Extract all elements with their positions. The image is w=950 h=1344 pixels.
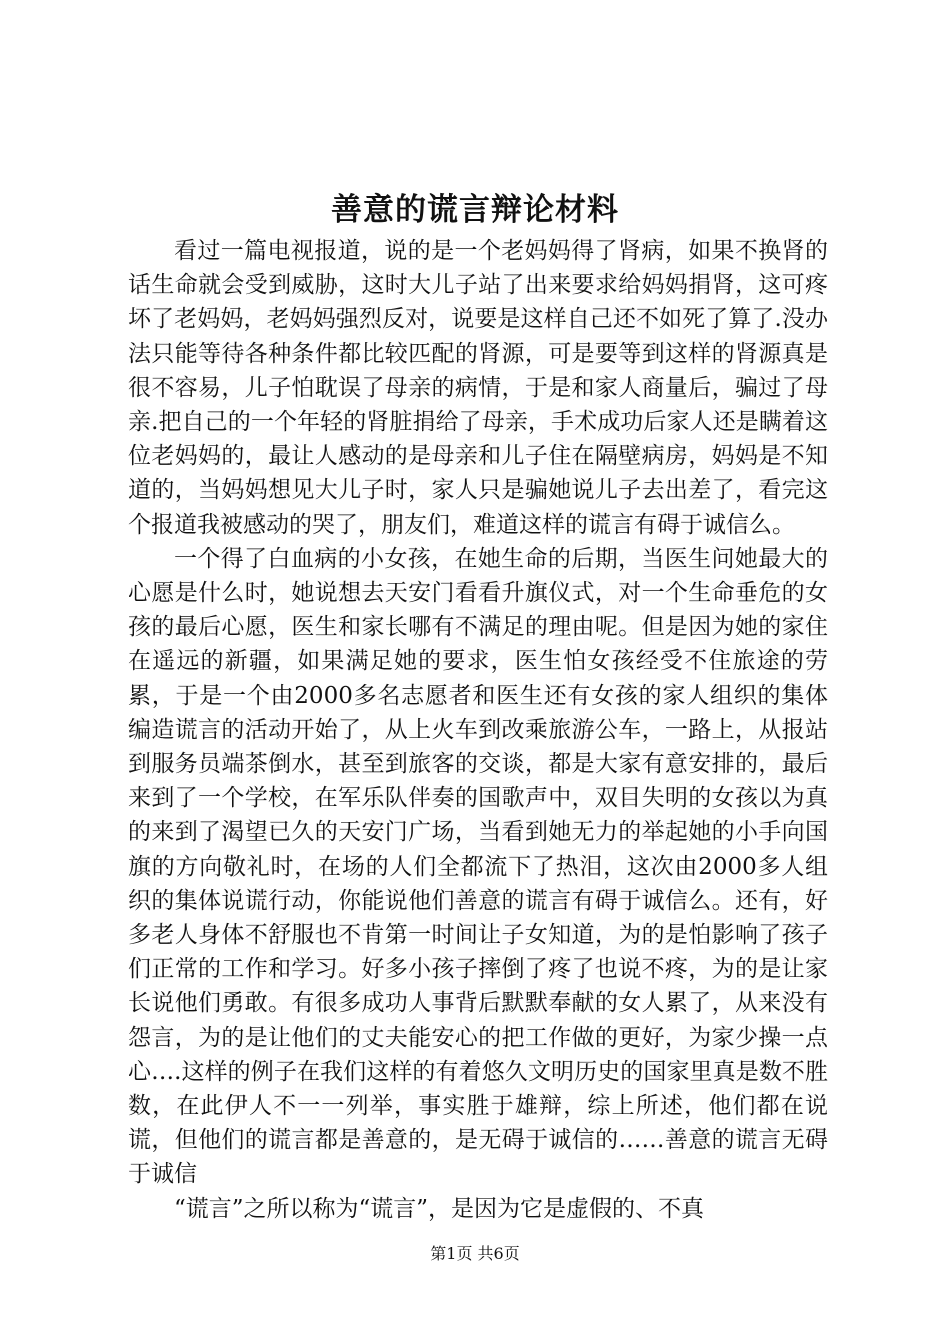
paragraph-2: 一个得了白血病的小女孩，在她生命的后期，当医生问她最大的心愿是什么时，她说想去天安门看看升旗仪式，对一个生命垂危的女孩的最后心愿，医生和家长哪有不满足的理由呢。但是因为她的家住在遥远的新疆，如果满足她的要求，医生怕女孩经受不住旅途的劳累，于是一个由2000多名志愿者和医生还有女孩的家人组织的集体编造谎言的活动开始了，从上火车到改乘旅游公车，一路上，从报站到服务员端茶倒水，甚至到旅客的交谈，都是大家有意安排的，最后来到了一个学校，在军乐队伴奏的国歌声中，双目失明的女孩以为真的来到了渴望已久的天安门广场，当看到她无力的举起她的小手向国旗的方向敬礼时，在场的人们全都流下了热泪，这次由2000多人组织的集体说谎行动，你能说他们善意的谎言有碍于诚信么。还有，好多老人身体不舒服也不肯第一时间让子女知道，为的是怕影响了孩子们正常的工作和学习。好多小孩子摔倒了疼了也说不疼，为的是让家长说他们勇敢。有很多成功人事背后默默奉献的女人累了，从来没有怨言，为的是让他们的丈夫能安心的把工作做的更好，为家少操一点心….这样的例子在我们这样的有着悠久文明历史的国家里真是数不胜数，在此伊人不一一列举，事实胜于雄辩，综上所述，他们都在说谎，但他们的谎言都是善意的，是无碍于诚信的……善意的谎言无碍于诚信: [128, 545, 828, 1188]
document-title: 善意的谎言辩论材料: [331, 192, 619, 228]
paragraph-3: “谎言”之所以称为“谎言”，是因为它是虚假的、不真: [174, 1195, 705, 1222]
page-footer: 第1页 共6页: [430, 1244, 520, 1263]
paragraph-1: 看过一篇电视报道，说的是一个老妈妈得了肾病，如果不换肾的话生命就会受到威胁，这时大儿子站了出来要求给妈妈捐肾，这可疼坏了老妈妈，老妈妈强烈反对，说要是这样自己还不如死了算了.没办法只能等待各种条件都比较匹配的肾源，可是要等到这样的肾源真是很不容易，儿子怕耽误了母亲的病情，于是和家人商量后，骗过了母亲.把自己的一个年轻的肾脏捐给了母亲，手术成功后家人还是瞒着这位老妈妈的，最让人感动的是母亲和儿子住在隔壁病房，妈妈是不知道的，当妈妈想见大儿子时，家人只是骗她说儿子去出差了，看完这个报道我被感动的哭了，朋友们，难道这样的谎言有碍于诚信么。: [128, 238, 828, 538]
document-body: [128, 234, 828, 1226]
